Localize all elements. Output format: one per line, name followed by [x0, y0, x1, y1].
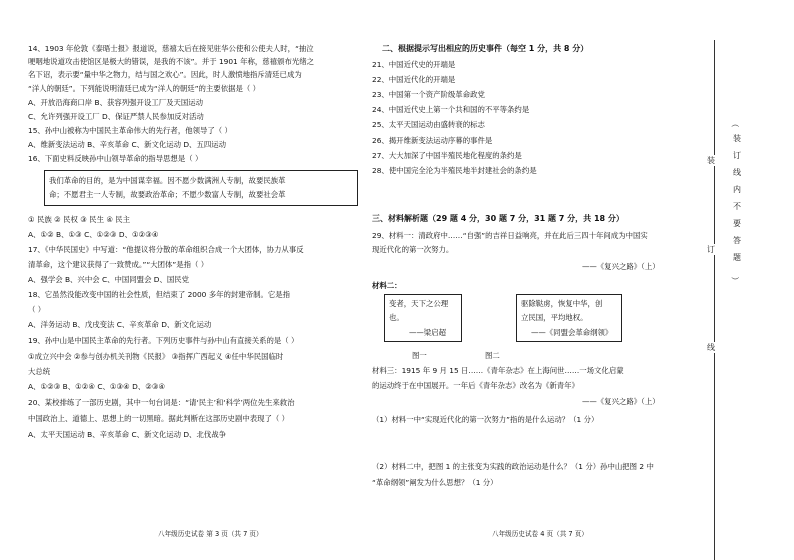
figure-sign: ——梁启超	[409, 328, 446, 337]
question-text: 19、孙中山是中国民主革命的先行者。下列历史事件与孙中山有直接关系的是（ ）	[28, 336, 299, 345]
binding-notice	[732, 130, 742, 266]
fill-item: 28、使中国完全沦为半殖民地半封建社会的条约是	[372, 166, 537, 175]
binding-paren-close: ）	[730, 276, 740, 285]
binding-char: 订	[733, 151, 741, 160]
figure-two	[516, 294, 622, 342]
right-page	[372, 0, 687, 560]
binding-char: 答	[733, 236, 741, 245]
binding-char: 不	[733, 202, 741, 211]
left-page	[28, 0, 358, 560]
sub-question: “革命纲领”阐发为什么思想？（1 分）	[372, 478, 498, 487]
question-text: 18、它虽然没能改变中国的社会性质，但结束了 2000 多年的封建帝制。它是指	[28, 290, 291, 299]
binding-char: 题	[733, 253, 741, 262]
figure-text: 变者，天下之公理	[389, 299, 449, 308]
figure-sign: ——《同盟会革命纲领》	[531, 328, 613, 337]
quote-line: 我们革命的目的，是为中国谋幸福。因不愿少数满洲人专制，故要民族革	[49, 176, 286, 185]
option-line: A、①② B、①③ C、①②③ D、①②③④	[28, 230, 159, 239]
question-text: 中国政治上、道德上、思想上的一切黑暗。据此判断在这部历史剧中表现了（ ）	[28, 414, 290, 423]
fill-item: 22、中国近代化的开端是	[372, 75, 456, 84]
page-footer: 八年级历史试卷 4 页（共 7 页）	[492, 530, 588, 538]
sub-question: （1）材料一中“实现近代化的第一次努力”指的是什么运动？（1 分）	[372, 415, 599, 424]
option-line: A、强学会 B、兴中会 C、中国同盟会 D、国民党	[28, 275, 190, 284]
figure-one	[384, 294, 462, 342]
binding-char: 内	[733, 185, 741, 194]
question-text: 17、《中华民国史》中写道：“他提议将分散的革命组织合成一个大团体，协力从事反	[28, 245, 304, 254]
question-text: 16、下面史料反映孙中山领导革命的指导思想是（ ）	[28, 154, 203, 163]
fill-item: 25、太平天国运动由盛转衰的标志	[372, 120, 485, 129]
binding-char: 装	[733, 134, 741, 143]
binding-line	[714, 40, 715, 560]
question-text: （ ）	[28, 305, 46, 314]
question-text: “洋人的朝廷”。下列能说明清廷已成为“洋人的朝廷”的主要依据是（ ）	[28, 84, 260, 93]
source-citation: ——《复兴之路》（上）	[582, 397, 660, 406]
source-citation: ——《复兴之路》（上）	[582, 262, 660, 271]
sub-question: （2）材料二中，把图 1 的主张变为实践的政治运动是什么？（1 分）孙中山把图 2 中	[372, 462, 654, 471]
figure-text: 立民国，平均地权。	[521, 313, 588, 322]
material-label: 材料二：	[372, 281, 402, 290]
question-text: 大总统	[28, 367, 51, 376]
option-line: ① 民族 ② 民权 ③ 民生 ④ 民主	[28, 215, 131, 224]
figure-caption: 图一	[412, 351, 427, 360]
binding-paren-open: （	[730, 119, 740, 128]
option-line: A、①②③ B、①②④ C、①③④ D、②③④	[28, 382, 166, 391]
figure-text: 驱除鞑虏，恢复中华，创	[521, 299, 603, 308]
page-footer: 八年级历史试卷 第 3 页（共 7 页）	[158, 530, 263, 538]
question-text: 14、1903 年伦敦《泰晤士报》报道说，慈禧太后在接见驻华公使和公使夫人时，“抽泣	[28, 44, 314, 53]
question-text: 名下诏，表示要“量中华之物力，结与国之欢心”。因此，时人激愤地指斥清廷已成为	[28, 70, 302, 79]
material-text: 材料三：1915 年 9 月 15 日……《青年杂志》在上海问世……一场文化启蒙	[372, 366, 624, 375]
fill-item: 23、中国第一个资产阶级革命政党	[372, 90, 485, 99]
section-title: 二、根据提示写出相应的历史事件（每空 1 分，共 8 分）	[382, 44, 589, 53]
binding-word: 订	[707, 245, 715, 254]
binding-word: 线	[707, 343, 715, 352]
quote-box	[44, 170, 358, 206]
section-title: 三、材料解析题（29 题 4 分，30 题 7 分，31 题 7 分，共 18 分）	[372, 214, 624, 223]
material-text: 29、材料一：清政府中……“自强”的吉祥日益响亮，并在此后三四十年间成为中国实	[372, 231, 648, 240]
question-text: 15、孙中山被称为中国民主革命伟大的先行者，他领导了（ ）	[28, 126, 232, 135]
material-text: 现近代化的第一次努力。	[372, 245, 454, 254]
question-text: ①成立兴中会 ②参与创办机关刊物《民报》 ③指挥广西起义 ④任中华民国临时	[28, 352, 284, 361]
material-text: 的运动终于在中国展开。一年后《青年杂志》改名为《新青年》	[372, 381, 579, 390]
option-line: A、洋务运动 B、戊戌变法 C、辛亥革命 D、新文化运动	[28, 320, 212, 329]
question-text: 哽咽地说道攻击使馆区是极大的错误，是我的不该”。并于 1901 年称，慈禧颁布光绪之	[28, 57, 315, 66]
quote-line: 命；不愿君主一人专制，故要政治革命；不愿少数富人专制，故要社会革	[49, 190, 286, 199]
option-line: A、维新变法运动 B、辛亥革命 C、新文化运动 D、五四运动	[28, 140, 227, 149]
option-line: A、开放沿海商口岸 B、获容列强开设工厂及天国运动	[28, 98, 204, 107]
fill-item: 21、中国近代史的开端是	[372, 60, 456, 69]
fill-item: 26、揭开维新变法运动序幕的事件是	[372, 136, 493, 145]
binding-char: 线	[733, 168, 741, 177]
binding-word: 装	[707, 156, 715, 165]
binding-char: 要	[733, 219, 741, 228]
figure-text: 也。	[389, 313, 404, 322]
question-text: 清革命，这个建议获得了一致赞成。”“大团体”是指（ ）	[28, 260, 209, 269]
fill-item: 27、大大加深了中国半殖民地化程度的条约是	[372, 151, 522, 160]
option-line: C、允许列强开设工厂 D、保证严禁人民参加反对活动	[28, 112, 204, 121]
question-text: 20、某校排练了一部历史剧，其中一句台词是：“请‘民主’和‘科学’两位先生来救治	[28, 398, 295, 407]
fill-item: 24、中国近代史上第一个共和国的不平等条约是	[372, 105, 530, 114]
figure-caption: 图二	[485, 351, 500, 360]
option-line: A、太平天国运动 B、辛亥革命 C、新文化运动 D、北伐战争	[28, 430, 227, 439]
